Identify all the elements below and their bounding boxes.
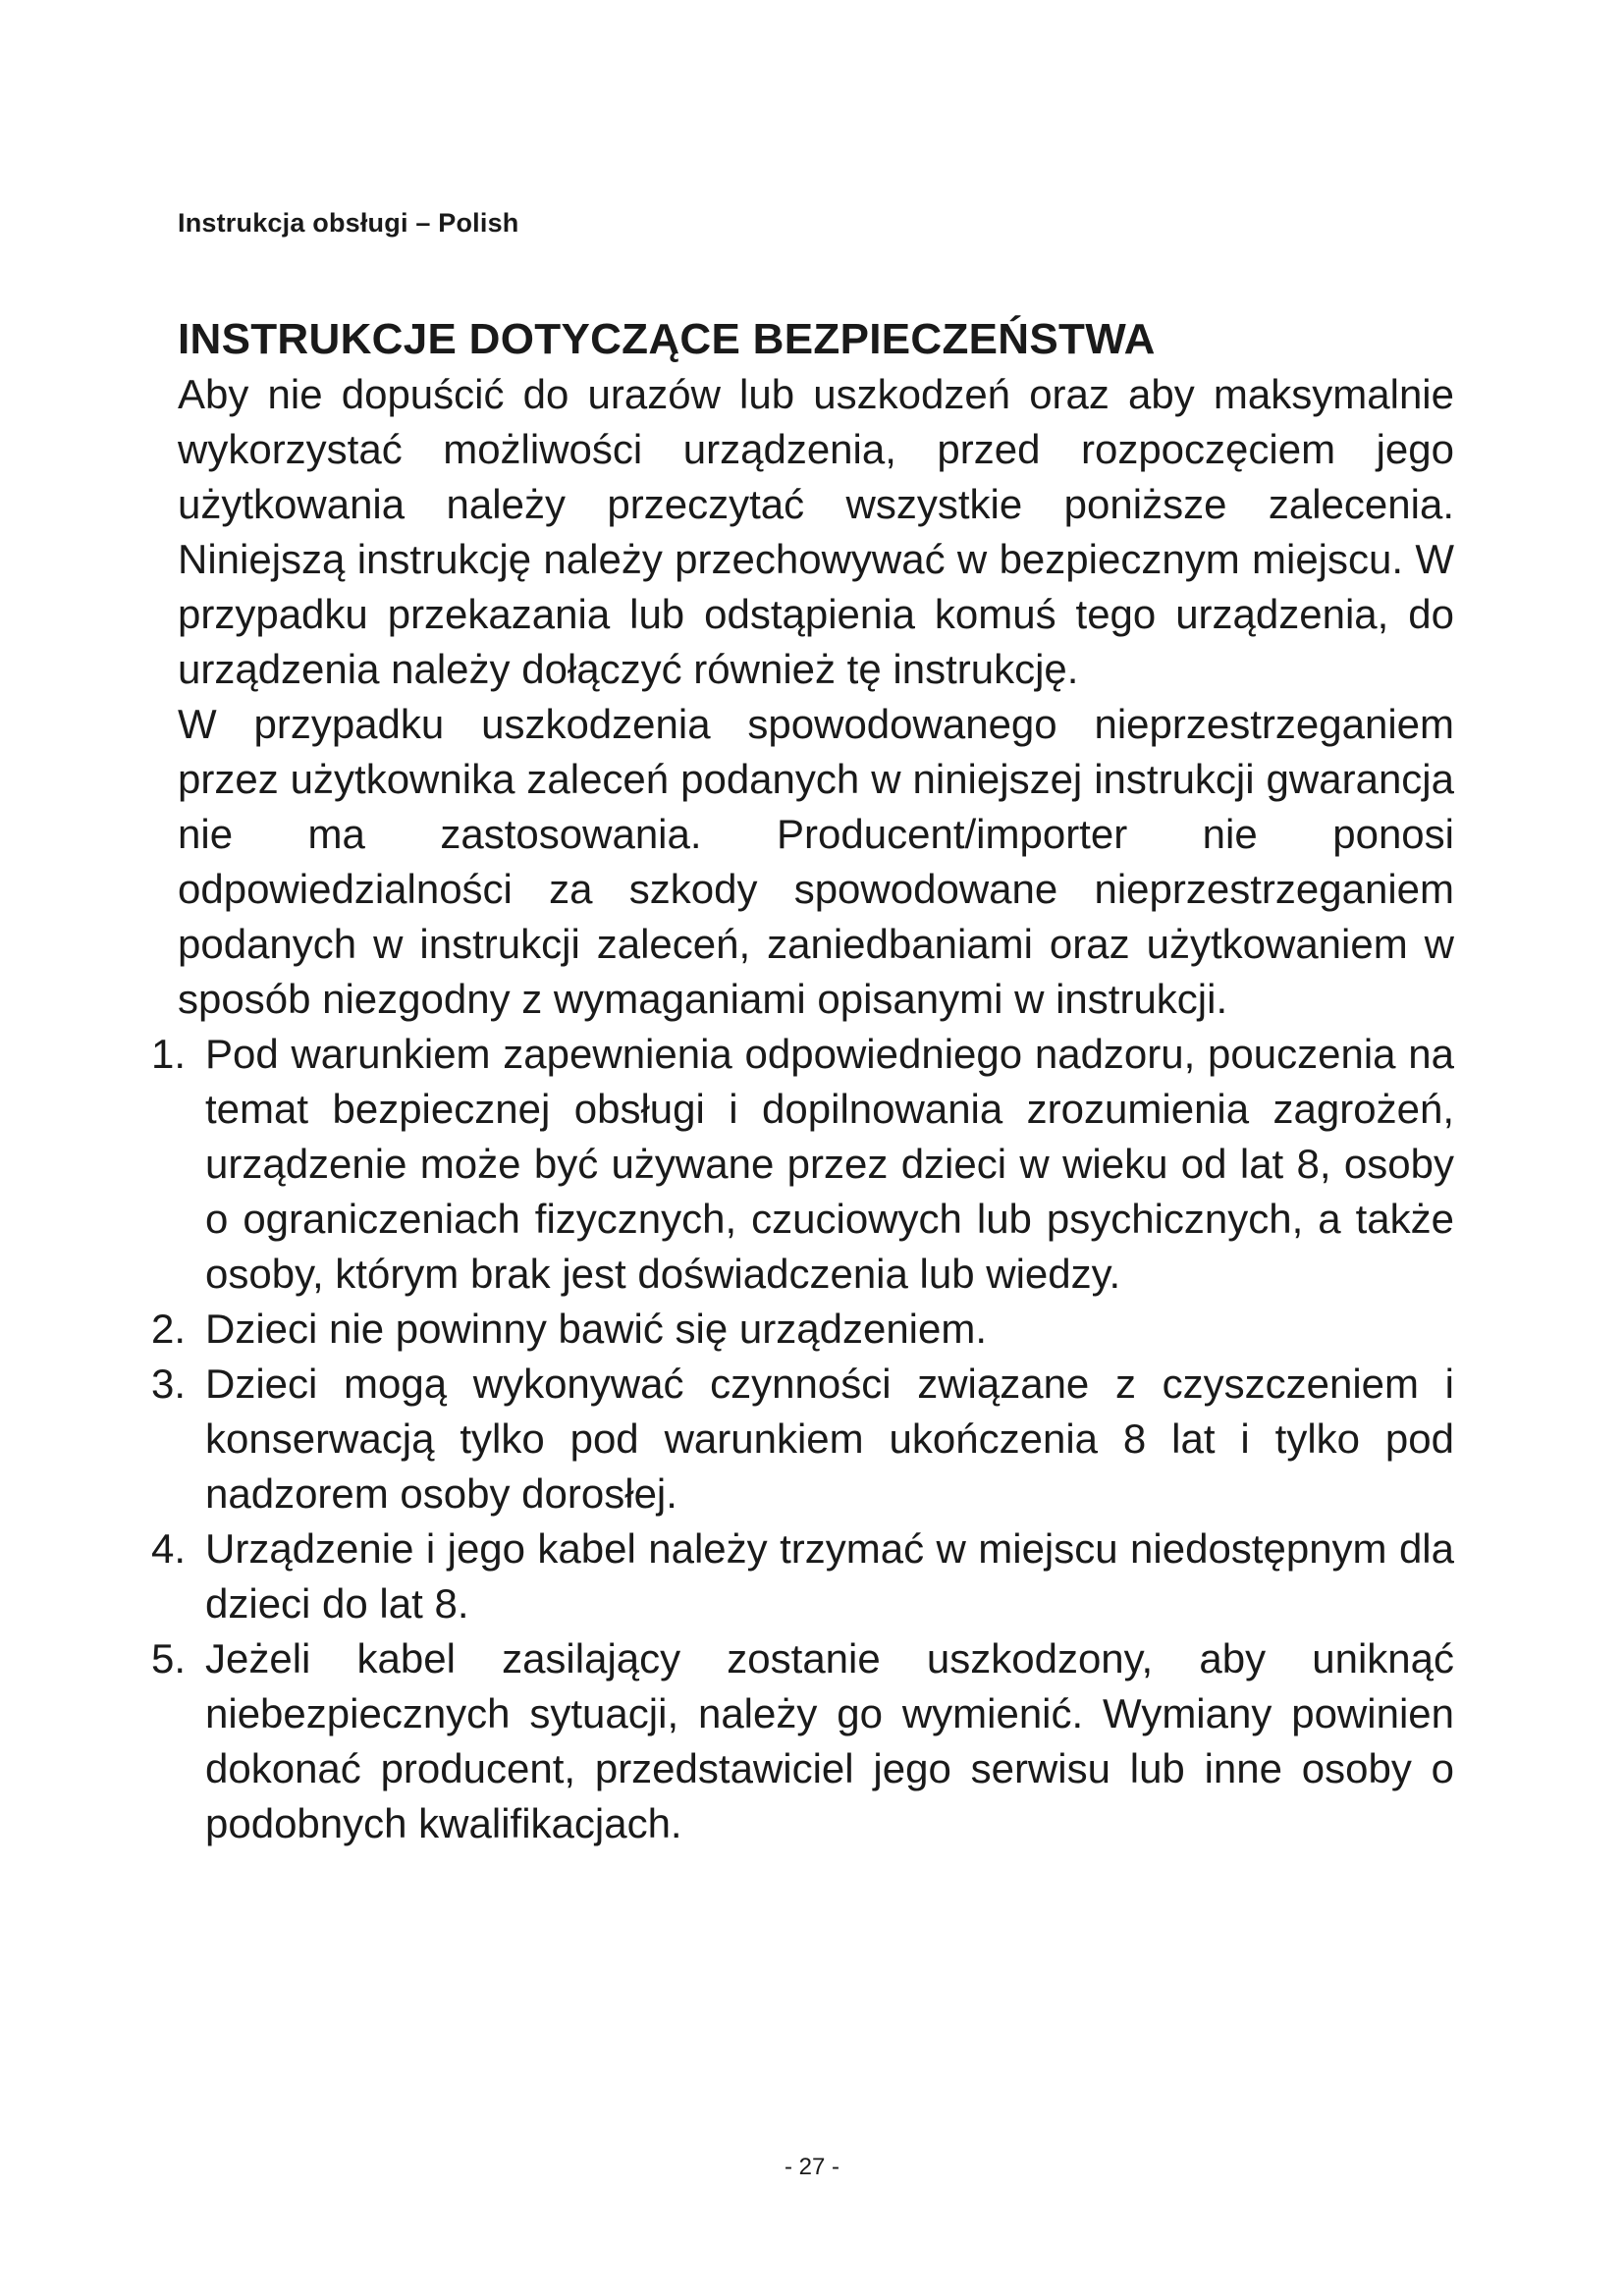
list-item-text: Urządzenie i jego kabel należy trzymać w miejscu niedostępnym dla dzieci do lat 8. — [205, 1525, 1454, 1627]
page-number: - 27 - — [784, 2154, 839, 2180]
list-item-number: 4. — [151, 1525, 187, 1572]
list-item — [151, 1522, 1454, 1631]
intro-paragraph: Aby nie dopuścić do urazów lub uszkodzeń oraz aby maksymalnie wykorzystać możliwości urządzenia, przed rozpoczęciem jego użytkowania należy przeczytać wszystkie poniższe zalecenia. Niniejszą instrukcję należy przechowywać w bezpiecznym miejscu. W przypadku przekazania lub odstąpienia komuś tego urządzenia, do urządzenia należy dołączyć również tę instrukcję. — [178, 371, 1454, 692]
warranty-paragraph: W przypadku uszkodzenia spowodowanego nieprzestrzeganiem przez użytkownika zaleceń podanych w niniejszej instrukcji gwarancja nie ma zastosowania. Producent/importer nie ponosi odpowiedzialności za szkody spowodowane nieprzestrzeganiem podanych w instrukcji zaleceń, zaniedbaniami oraz użytkowaniem w sposób niezgodny z wymaganiami opisanymi w instrukcji. — [178, 701, 1454, 1022]
list-item-number: 1. — [151, 1031, 187, 1077]
page-header: Instrukcja obsługi – Polish — [178, 208, 519, 238]
list-item-number: 3. — [151, 1361, 187, 1407]
list-item-text: Dzieci mogą wykonywać czynności związane z czyszczeniem i konserwacją tylko pod warunkiem ukończenia 8 lat i tylko pod nadzorem osoby dorosłej. — [205, 1361, 1454, 1517]
list-item-text: Pod warunkiem zapewnienia odpowiedniego nadzoru, pouczenia na temat bezpiecznej obsługi i dopilnowania zrozumienia zagrożeń, urządzenie może być używane przez dzieci w wieku od lat 8, osoby o ograniczeniach fizycznych, czuciowych lub psychicznych, a także osoby, którym brak jest doświadczenia lub wiedzy. — [205, 1031, 1454, 1297]
list-item-number: 2. — [151, 1306, 187, 1352]
list-item — [151, 1302, 1454, 1357]
list-item-text: Jeżeli kabel zasilający zostanie uszkodzony, aby uniknąć niebezpiecznych sytuacji, należy go wymienić. Wymiany powinien dokonać producent, przedstawiciel jego serwisu lub inne osoby o podobnych kwalifikacjach. — [205, 1635, 1454, 1846]
section-title: INSTRUKCJE DOTYCZĄCE BEZPIECZEŃSTWA — [178, 315, 1156, 363]
list-item — [151, 1631, 1454, 1851]
safety-section — [151, 312, 1454, 1851]
list-item — [151, 1027, 1454, 1302]
safety-list — [151, 1027, 1454, 1851]
list-item-number: 5. — [151, 1635, 187, 1682]
list-item-text: Dzieci nie powinny bawić się urządzeniem. — [205, 1306, 988, 1352]
list-item — [151, 1357, 1454, 1522]
